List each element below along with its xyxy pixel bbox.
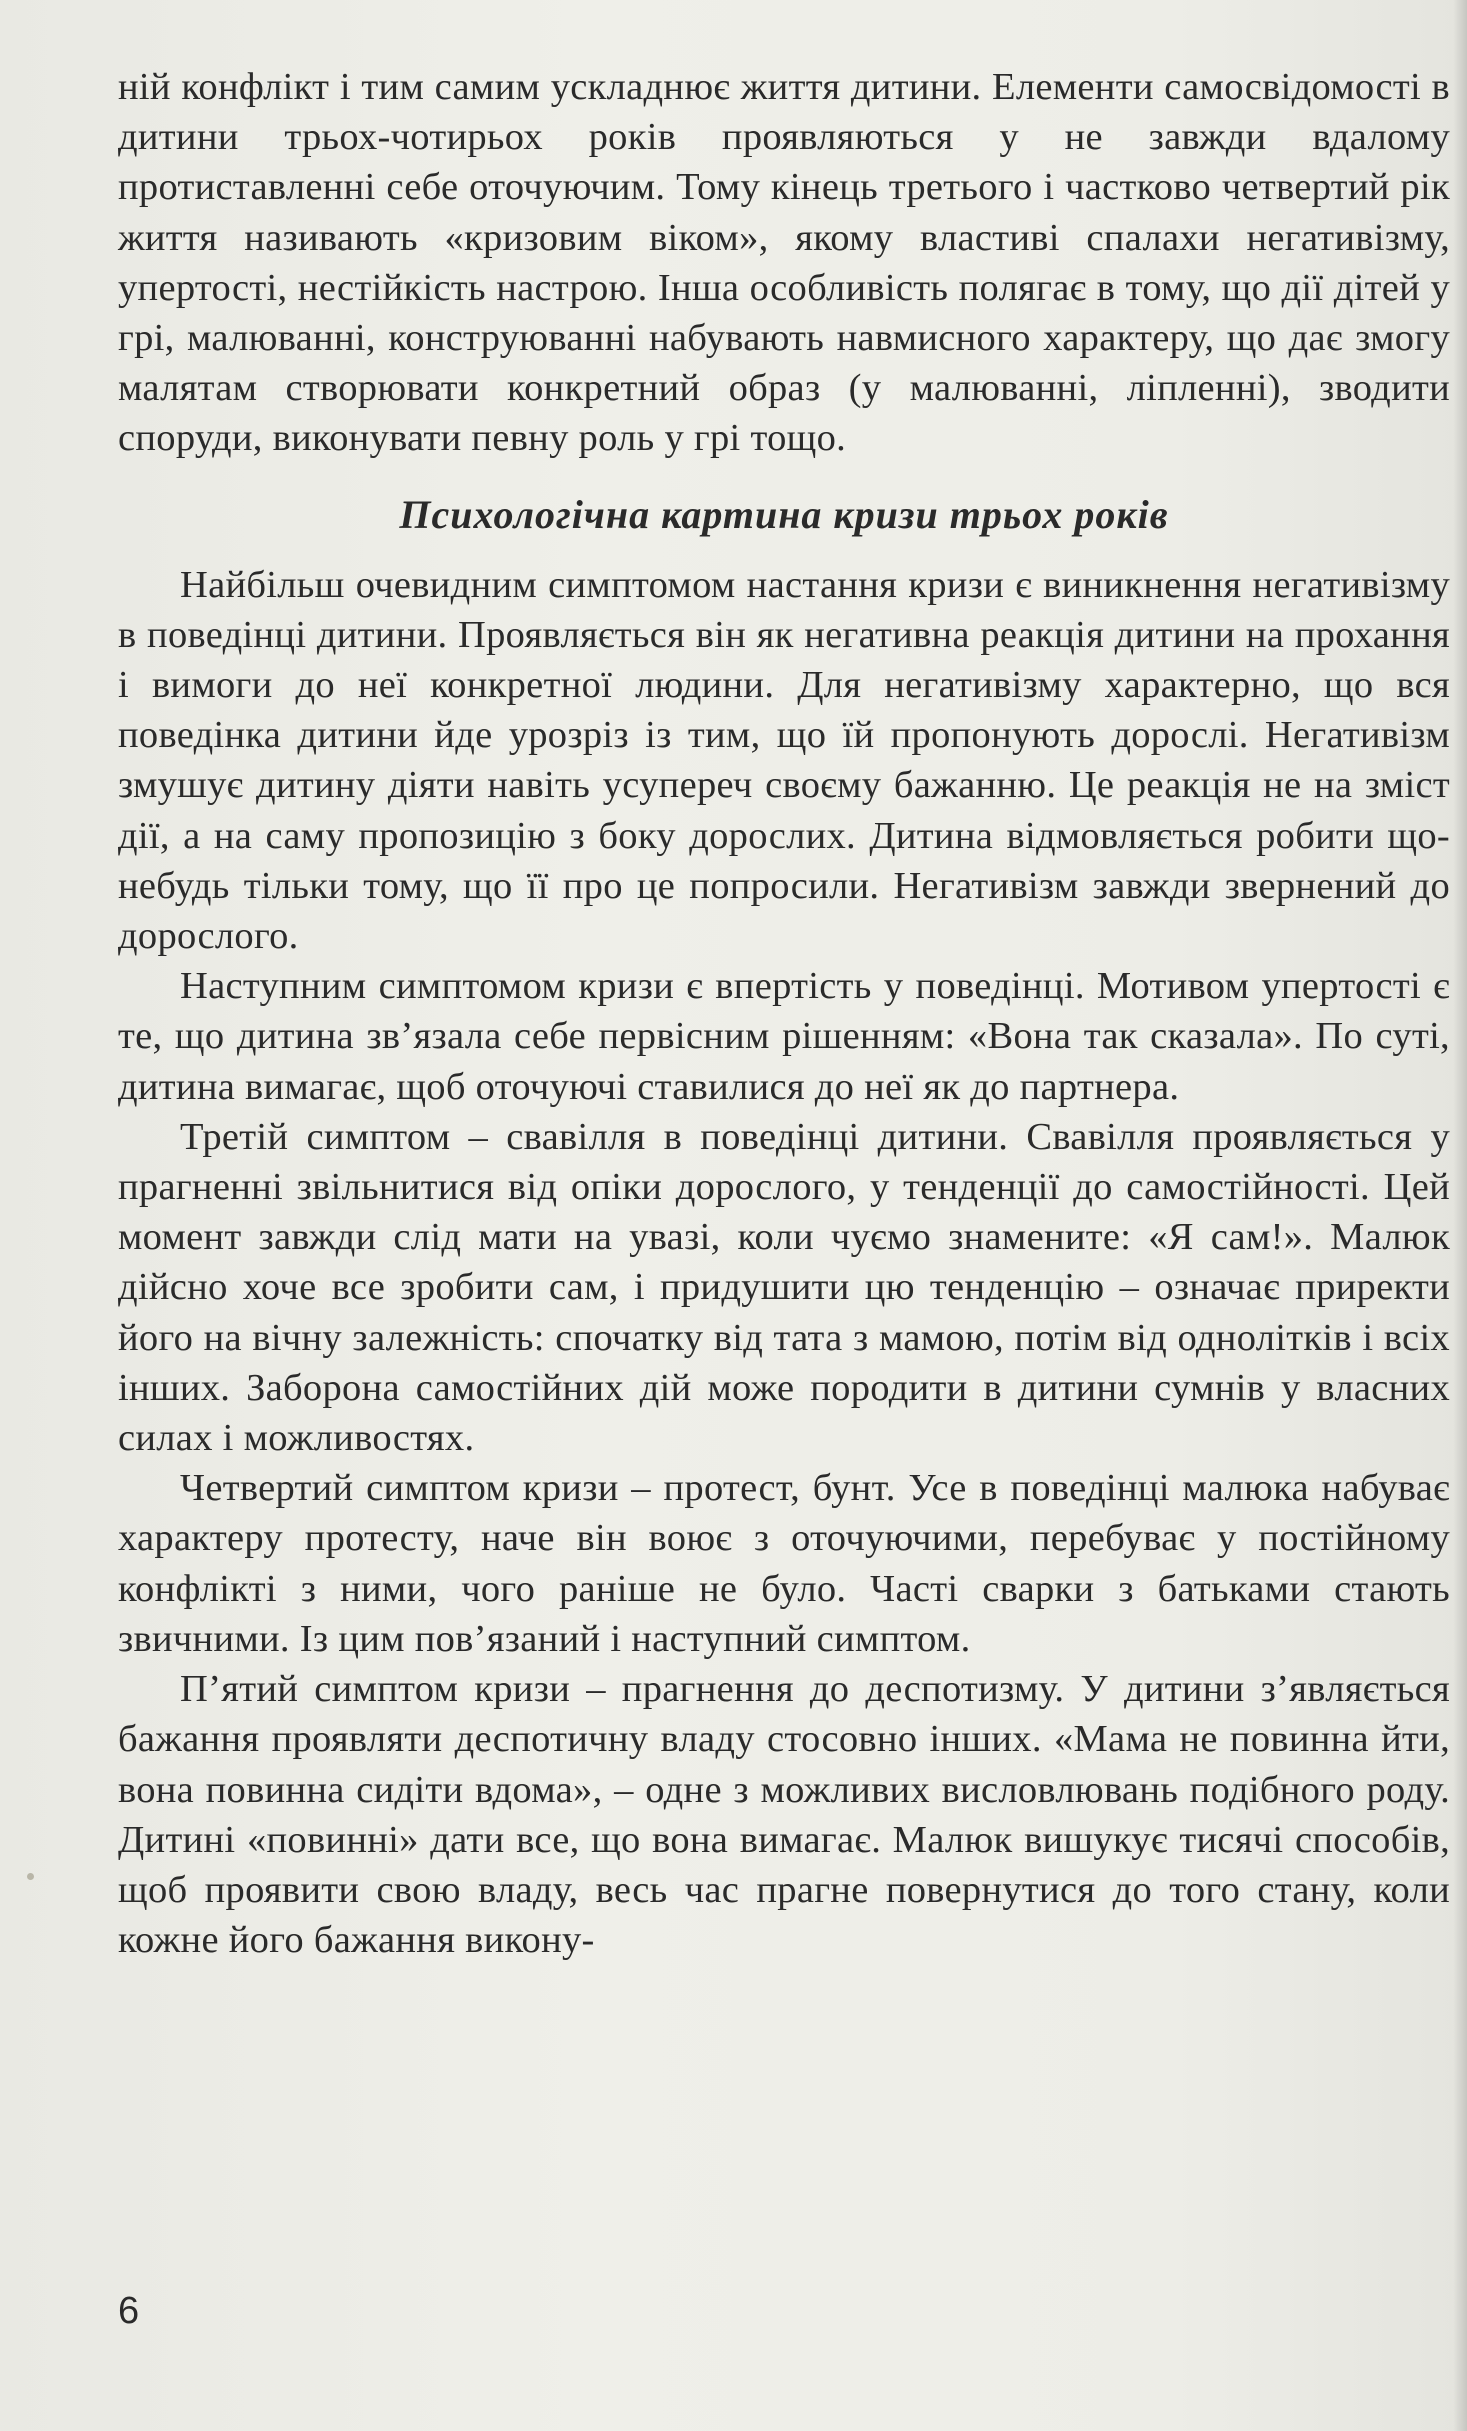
text-column (118, 62, 1450, 1965)
paragraph: ній конфлікт і тим самим ускладнює життя дитини. Елементи самосвідомості в дитини трьох-чотирьох років проявляються у не завжди вдалому протиставленні себе оточуючим. Тому кінець третього і частково четвертий рік життя називають «кризовим віком», якому властиві спалахи негативізму, упертості, нестійкість настрою. Інша особливість полягає в тому, що дії дітей у грі, малюванні, конструюванні набувають навмисного характеру, що дає змогу малятам створювати конкретний образ (у малюванні, ліпленні), зводити споруди, виконувати певну роль у грі тощо. (118, 66, 1450, 460)
paragraph: Найбільш очевидним симптомом настання кризи є виникнення негативізму в поведінці дитини. Проявляється він як негативна реакція дитини на прохання і вимоги до неї конкретної людини. Для негативізму характерно, що вся поведінка дитини йде урозріз із тим, що їй пропонують дорослі. Негативізм змушує дитину діяти навіть усупереч своєму бажанню. Це реакція не на зміст дії, а на саму пропозицію з боку дорослих. Дитина відмовляється робити що-небудь тільки тому, що її про це попросили. Негативізм завжди звернений до дорослого. (118, 563, 1450, 958)
paragraph: Третій симптом – свавілля в поведінці дитини. Свавілля проявляється у прагненні звільнитися від опіки дорослого, у тенденції до самостійності. Цей момент завжди слід мати на увазі, коли чуємо знамените: «Я сам!». Малюк дійсно хоче все зробити сам, і придушити цю тенденцію – означає приректи його на вічну залежність: спочатку від тата з мамою, потім від однолітків і всіх інших. Заборона самостійних дій може породити в дитини сумнів у власних силах і можливостях. (118, 1115, 1450, 1460)
paragraph: Наступним симптомом кризи є впертість у поведінці. Мотивом упертості є те, що дитина зв’язала себе первісним рішенням: «Вона так сказала». По суті, дитина вимагає, щоб оточуючі ставилися до неї як до партнера. (118, 965, 1450, 1108)
paragraph: Четвертий симптом кризи – протест, бунт. Усе в поведінці малюка набуває характеру протесту, наче він воює з оточуючими, перебуває у постійному конфлікті з ними, чого раніше не було. Часті сварки з батьками стають звичними. Із цим пов’язаний і наступний симптом. (118, 1467, 1450, 1660)
paragraph: П’ятий симптом кризи – прагнення до деспотизму. У дитини з’являється бажання проявляти деспотичну владу стосовно інших. «Мама не повинна йти, вона повинна сидіти вдома», – одне з можливих висловлювань подібного роду. Дитині «повинні» дати все, що вона вимагає. Малюк вишукує тисячі способів, щоб проявити свою владу, весь час прагне повернутися до того стану, коли кожне його бажання викону- (118, 1668, 1450, 1962)
page-number: 6 (118, 2290, 140, 2332)
page-edge-shadow (1453, 0, 1467, 2431)
section-heading: Психологічна картина кризи трьох років (399, 491, 1169, 537)
paper-speck (27, 1873, 34, 1880)
